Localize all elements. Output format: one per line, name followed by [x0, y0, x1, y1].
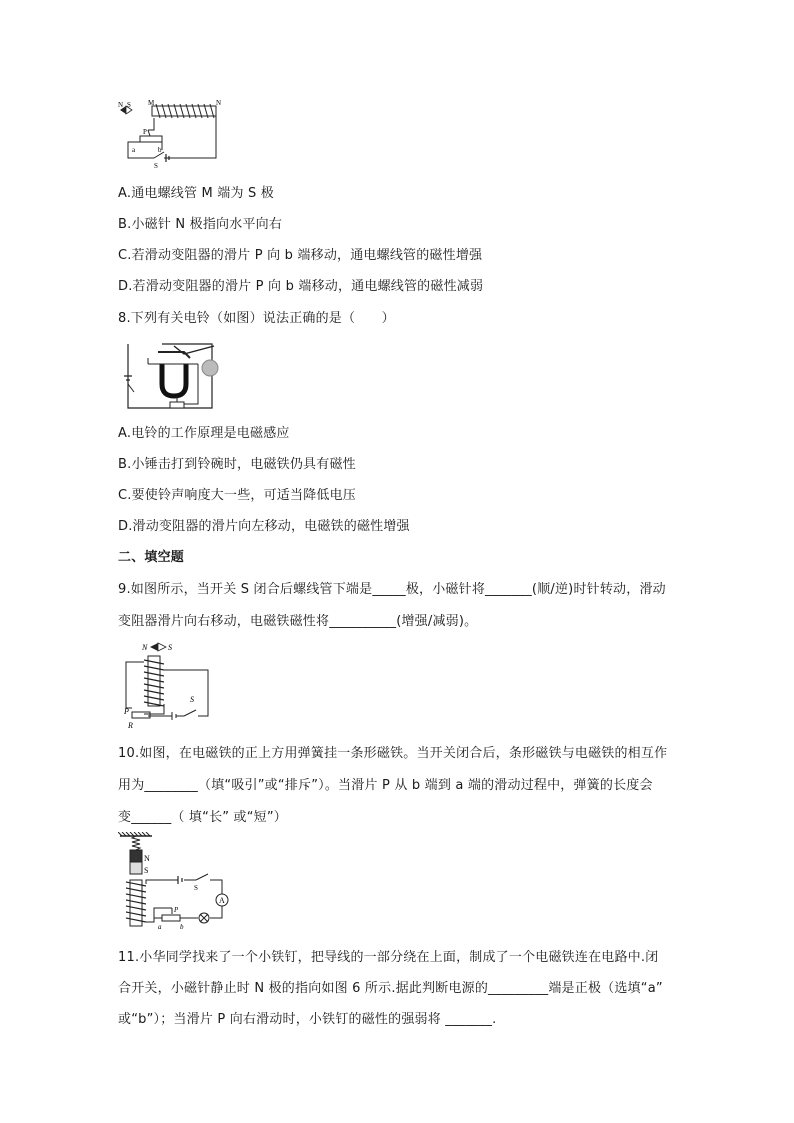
q10-line-1: 10.如图，在电磁铁的正上方用弹簧挂一条形磁铁。当开关闭合后，条形磁铁与电磁铁的相互作 — [118, 746, 668, 761]
q7-option-c: C.若滑动变阻器的滑片 P 向 b 端移动，通电螺线管的磁性增强 — [118, 248, 483, 263]
figure-solenoid-circuit — [118, 98, 228, 174]
fig4-label-b: b — [180, 923, 184, 931]
fig4-label-ammeter: A — [219, 896, 225, 905]
fig3-label-s-switch: S — [190, 695, 194, 704]
switch-icon — [184, 710, 196, 716]
fig4-label-s: S — [144, 866, 149, 875]
q10-line-2: 用为________（填“吸引”或“排斥”）。当滑片 P 从 b 端到 a 端的滑动过程中，弹簧的长度会 — [118, 778, 653, 793]
q7-option-d: D.若滑动变阻器的滑片 P 向 b 端移动，通电螺线管的磁性减弱 — [118, 279, 484, 294]
solenoid-coil-icon — [126, 882, 146, 922]
q8-option-d: D.滑动变阻器的滑片向左移动，电磁铁的磁性增强 — [118, 519, 410, 534]
fig3-label-r: R — [128, 721, 133, 730]
q9-line-2: 变阻器滑片向右移动，电磁铁磁性将__________(增强/减弱)。 — [118, 614, 478, 629]
fig1-label-a: a — [132, 146, 136, 154]
fig1-label-p: P — [143, 128, 147, 136]
fig3-label-s: S — [168, 643, 172, 652]
fig1-label-n1: N — [118, 101, 124, 109]
fig1-label-b: b — [158, 146, 162, 154]
figure-electric-bell — [118, 336, 228, 420]
fig1-label-m: M — [148, 99, 155, 107]
solenoid-coil-icon — [144, 660, 164, 706]
figure-spring-electromagnet — [118, 832, 234, 936]
rheostat-icon — [140, 136, 162, 142]
rheostat-icon — [132, 712, 150, 718]
q11-line-2: 合开关，小磁针静止时 N 极的指向如图 6 所示.据此判断电源的_________端是正极（选填“a” — [118, 981, 663, 996]
section-title: 二、填空题 — [118, 550, 185, 565]
q11-line-3: 或“b”）；当滑片 P 向右滑动时，小铁钉的磁性的强弱将 _______. — [118, 1012, 497, 1027]
spring-icon — [132, 836, 140, 850]
fig1-label-s2: S — [154, 162, 158, 170]
fig1-label-n2: N — [216, 99, 222, 107]
q11-line-1: 11.小华同学找来了一个小铁钉，把导线的一部分绕在上面，制成了一个电磁铁连在电路中.闭 — [118, 950, 659, 965]
fig4-label-a: a — [158, 923, 162, 931]
q7-option-b: B.小磁针 N 极指向水平向右 — [118, 217, 283, 232]
switch-icon — [196, 874, 208, 880]
fig3-label-p: P — [124, 707, 129, 716]
q8-option-b: B.小锤击打到铃碗时，电磁铁仍具有磁性 — [118, 457, 356, 472]
bar-magnet-icon — [130, 850, 142, 862]
q10-line-3: 变______（ 填“长” 或“短”） — [118, 810, 288, 825]
q8-option-a: A.电铃的工作原理是电磁感应 — [118, 426, 290, 441]
switch-icon — [128, 384, 134, 392]
bell-icon — [202, 360, 218, 376]
rheostat-icon — [170, 402, 184, 408]
battery-icon — [148, 712, 184, 720]
rheostat-icon — [162, 915, 180, 921]
q7-option-a: A.通电螺线管 M 端为 S 极 — [118, 186, 274, 201]
q9-line-1: 9.如图所示，当开关 S 闭合后螺线管下端是_____极，小磁针将_______(顺/逆)时针转动，滑动 — [118, 582, 666, 597]
fig3-label-n: N — [142, 643, 148, 652]
q8-stem: 8.下列有关电铃（如图）说法正确的是（ ） — [118, 311, 395, 326]
fig1-label-s1: S — [127, 101, 131, 109]
fig4-label-n: N — [144, 854, 150, 863]
fig4-label-s-switch: S — [194, 884, 198, 892]
figure-vertical-solenoid — [118, 640, 228, 738]
q8-option-c: C.要使铃声响度大一些，可适当降低电压 — [118, 488, 357, 503]
u-electromagnet-icon — [162, 364, 186, 396]
fig4-label-p: P — [174, 906, 179, 914]
battery-icon — [178, 876, 182, 884]
